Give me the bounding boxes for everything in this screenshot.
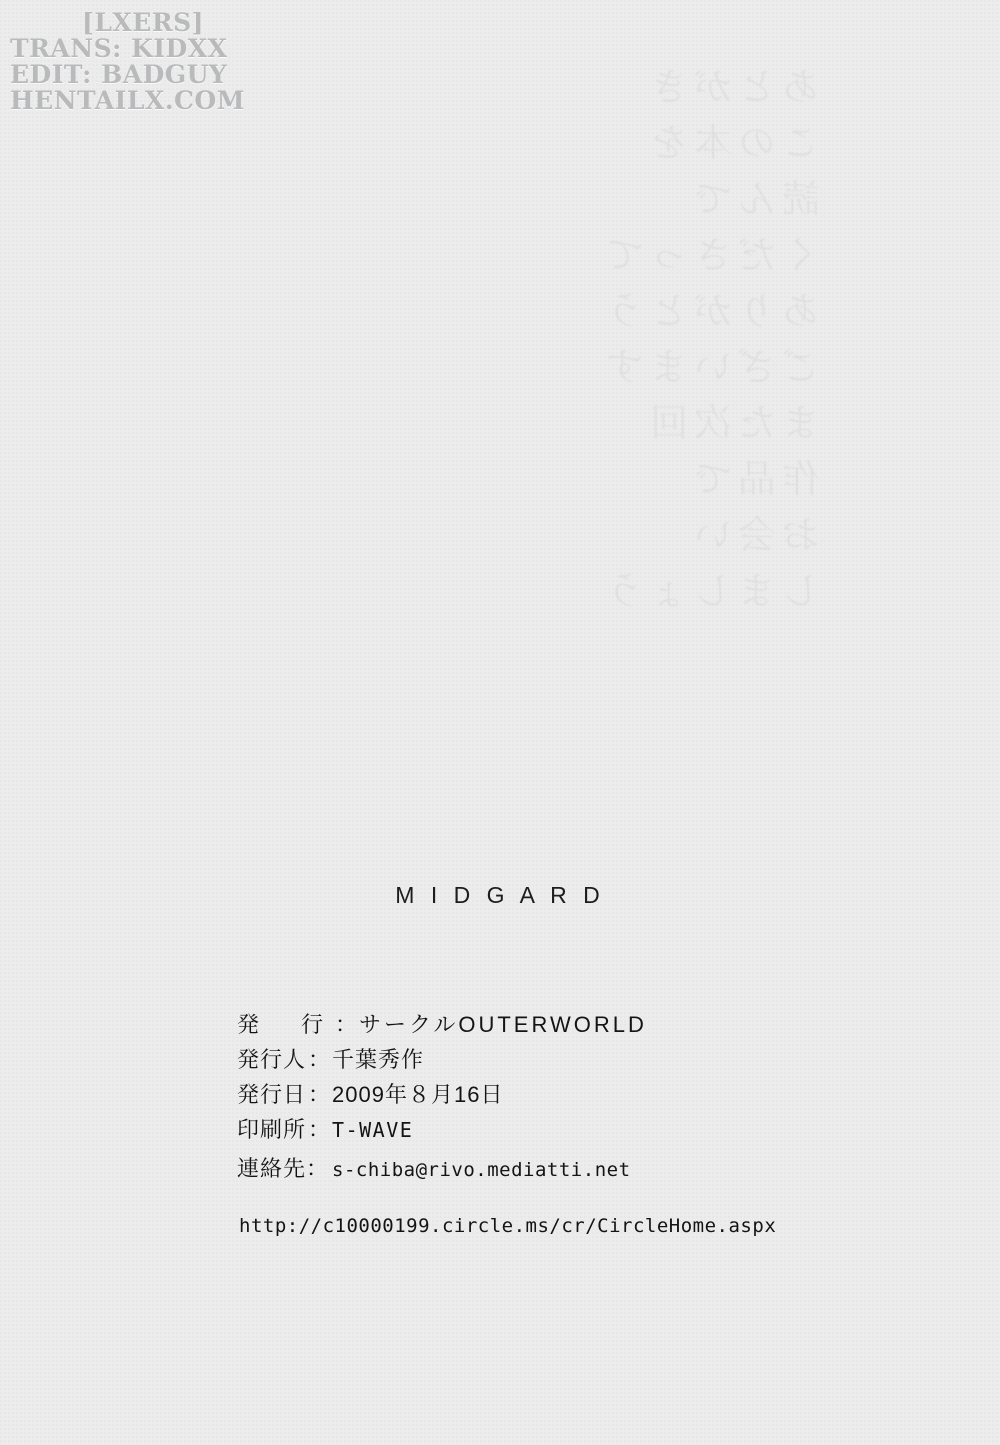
colophon-row-printer: [237, 1113, 877, 1144]
colophon-label-publisher-person: 発行人: [237, 1047, 307, 1072]
contact-separator: ：: [306, 1156, 329, 1181]
colophon-value-publication-date: 2009年８月16日: [332, 1082, 504, 1107]
colophon-separator: ：: [308, 1082, 331, 1107]
colophon-row-publisher: [237, 1008, 877, 1039]
colophon-row-publication-date: [237, 1078, 877, 1109]
colophon-separator: ：: [308, 1117, 331, 1142]
page-title: M I D G A R D: [395, 882, 605, 908]
colophon-block: [237, 1008, 877, 1148]
circle-homepage-url[interactable]: http://c10000199.circle.ms/cr/CircleHome.aspx: [239, 1215, 777, 1237]
colophon-row-publisher-person: [237, 1043, 877, 1074]
watermark-group-name: [LXERS]: [81, 8, 205, 37]
watermark-editor: EDIT: BADGUY: [10, 60, 228, 89]
colophon-separator: ：: [335, 1012, 358, 1037]
colophon-value-printer: T-WAVE: [332, 1118, 414, 1142]
colophon-separator: ：: [308, 1047, 331, 1072]
colophon-value-publisher-person: 千葉秀作: [332, 1047, 425, 1072]
colophon-label-publisher: 発 行: [237, 1012, 334, 1037]
contact-email[interactable]: s-chiba@rivo.mediatti.net: [332, 1159, 631, 1181]
colophon-label-publication-date: 発行日: [237, 1082, 307, 1107]
scanlation-credits-watermark: [10, 10, 270, 114]
contact-label: 連絡先: [237, 1156, 307, 1181]
watermark-translator: TRANS: KIDXX: [10, 34, 228, 63]
colophon-value-publisher: サークルOUTERWORLD: [359, 1012, 647, 1037]
watermark-site-url: HENTAILX.COM: [10, 86, 245, 115]
contact-row: [237, 1152, 631, 1183]
colophon-label-printer: 印刷所: [237, 1117, 307, 1142]
